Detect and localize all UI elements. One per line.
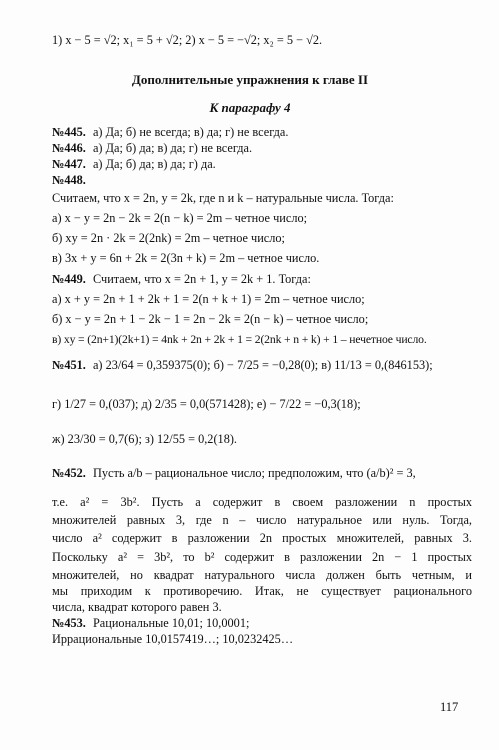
exercise-text: Пусть a/b – рациональное число; предположим, что (a/b)² = 3, [89,466,416,480]
section-heading: К параграфу 4 [209,100,291,115]
answer-line-top: 1) x − 5 = √2; x₁ = 5 + √2; 2) x − 5 = −√2; x₂ = 5 − √2. [52,33,323,47]
chapter-heading: Дополнительные упражнения к главе II [131,72,369,87]
exercise-451 [52,358,472,373]
exercise-449 [52,272,472,287]
exercise-number: №446. [52,141,86,155]
exercise-number: №452. [52,466,86,480]
exercise-445 [52,125,472,140]
exercise-453 [52,616,472,631]
exercise-446 [52,141,472,156]
text-line: б) x − y = 2n + 1 − 2k − 1 = 2n − 2k = 2(n − k) – четное число; [52,312,369,326]
text-line: б) xy = 2n · 2k = 2(2nk) = 2m – четное число; [52,231,285,245]
text-line: т.е. a² = 3b². Пусть a содержит в своем разложении n простых [52,495,472,509]
text-line: Иррациональные 10,0157419…; 10,0232425… [52,632,294,646]
text-line: Поскольку a² = 3b², то b² содержит в разложении 2n − 1 простых [52,550,472,564]
exercise-text: а) Да; б) не всегда; в) да; г) не всегда. [89,125,289,139]
exercise-number: №453. [52,616,86,630]
text-line: Считаем, что x = 2n, y = 2k, где n и k – натуральные числа. Тогда: [52,191,394,205]
exercise-452 [52,466,472,481]
exercise-448 [52,173,472,188]
text-line: а) x + y = 2n + 1 + 2k + 1 = 2(n + k + 1) = 2m – четное число; [52,292,365,306]
text-line: в) 3x + y = 6n + 2k = 2(3n + k) = 2m – четное число. [52,251,320,265]
exercise-number: №449. [52,272,86,286]
exercise-text: а) Да; б) да; в) да; г) не всегда. [89,141,253,155]
text-line: г) 1/27 = 0,(037); д) 2/35 = 0,0(571428); е) − 7/22 = −0,3(18); [52,397,361,411]
exercise-text: а) Да; б) да; в) да; г) да. [89,157,216,171]
page-number: 117 [440,700,459,714]
exercise-text: Рациональные 10,01; 10,0001; [89,616,250,630]
text-line: число a² содержит в разложении 2n простых множителей, равных 3. [52,531,472,545]
exercise-number: №451. [52,358,86,372]
text-line: множителей равных 3, где n – число натуральное или нуль. Тогда, [52,513,472,527]
text-line: множителей, но квадрат натурального числа должен быть четным, и [52,568,472,582]
text-line: числа, квадрат которого равен 3. [52,600,222,614]
exercise-447 [52,157,472,172]
text-line: мы приходим к противоречию. Итак, не существует рационального [52,584,472,598]
exercise-text: а) 23/64 = 0,359375(0); б) − 7/25 = −0,28(0); в) 11/13 = 0,(846153); [89,358,433,372]
text-line: в) xy = (2n+1)(2k+1) = 4nk + 2n + 2k + 1 = 2(2nk + n + k) + 1 – нечетное число. [52,333,427,346]
exercise-number: №445. [52,125,86,139]
exercise-text: Считаем, что x = 2n + 1, y = 2k + 1. Тогда: [89,272,311,286]
text-line: а) x − y = 2n − 2k = 2(n − k) = 2m – четное число; [52,211,308,225]
exercise-number: №448. [52,173,86,187]
text-line: ж) 23/30 = 0,7(6); з) 12/55 = 0,2(18). [52,432,238,446]
exercise-number: №447. [52,157,86,171]
